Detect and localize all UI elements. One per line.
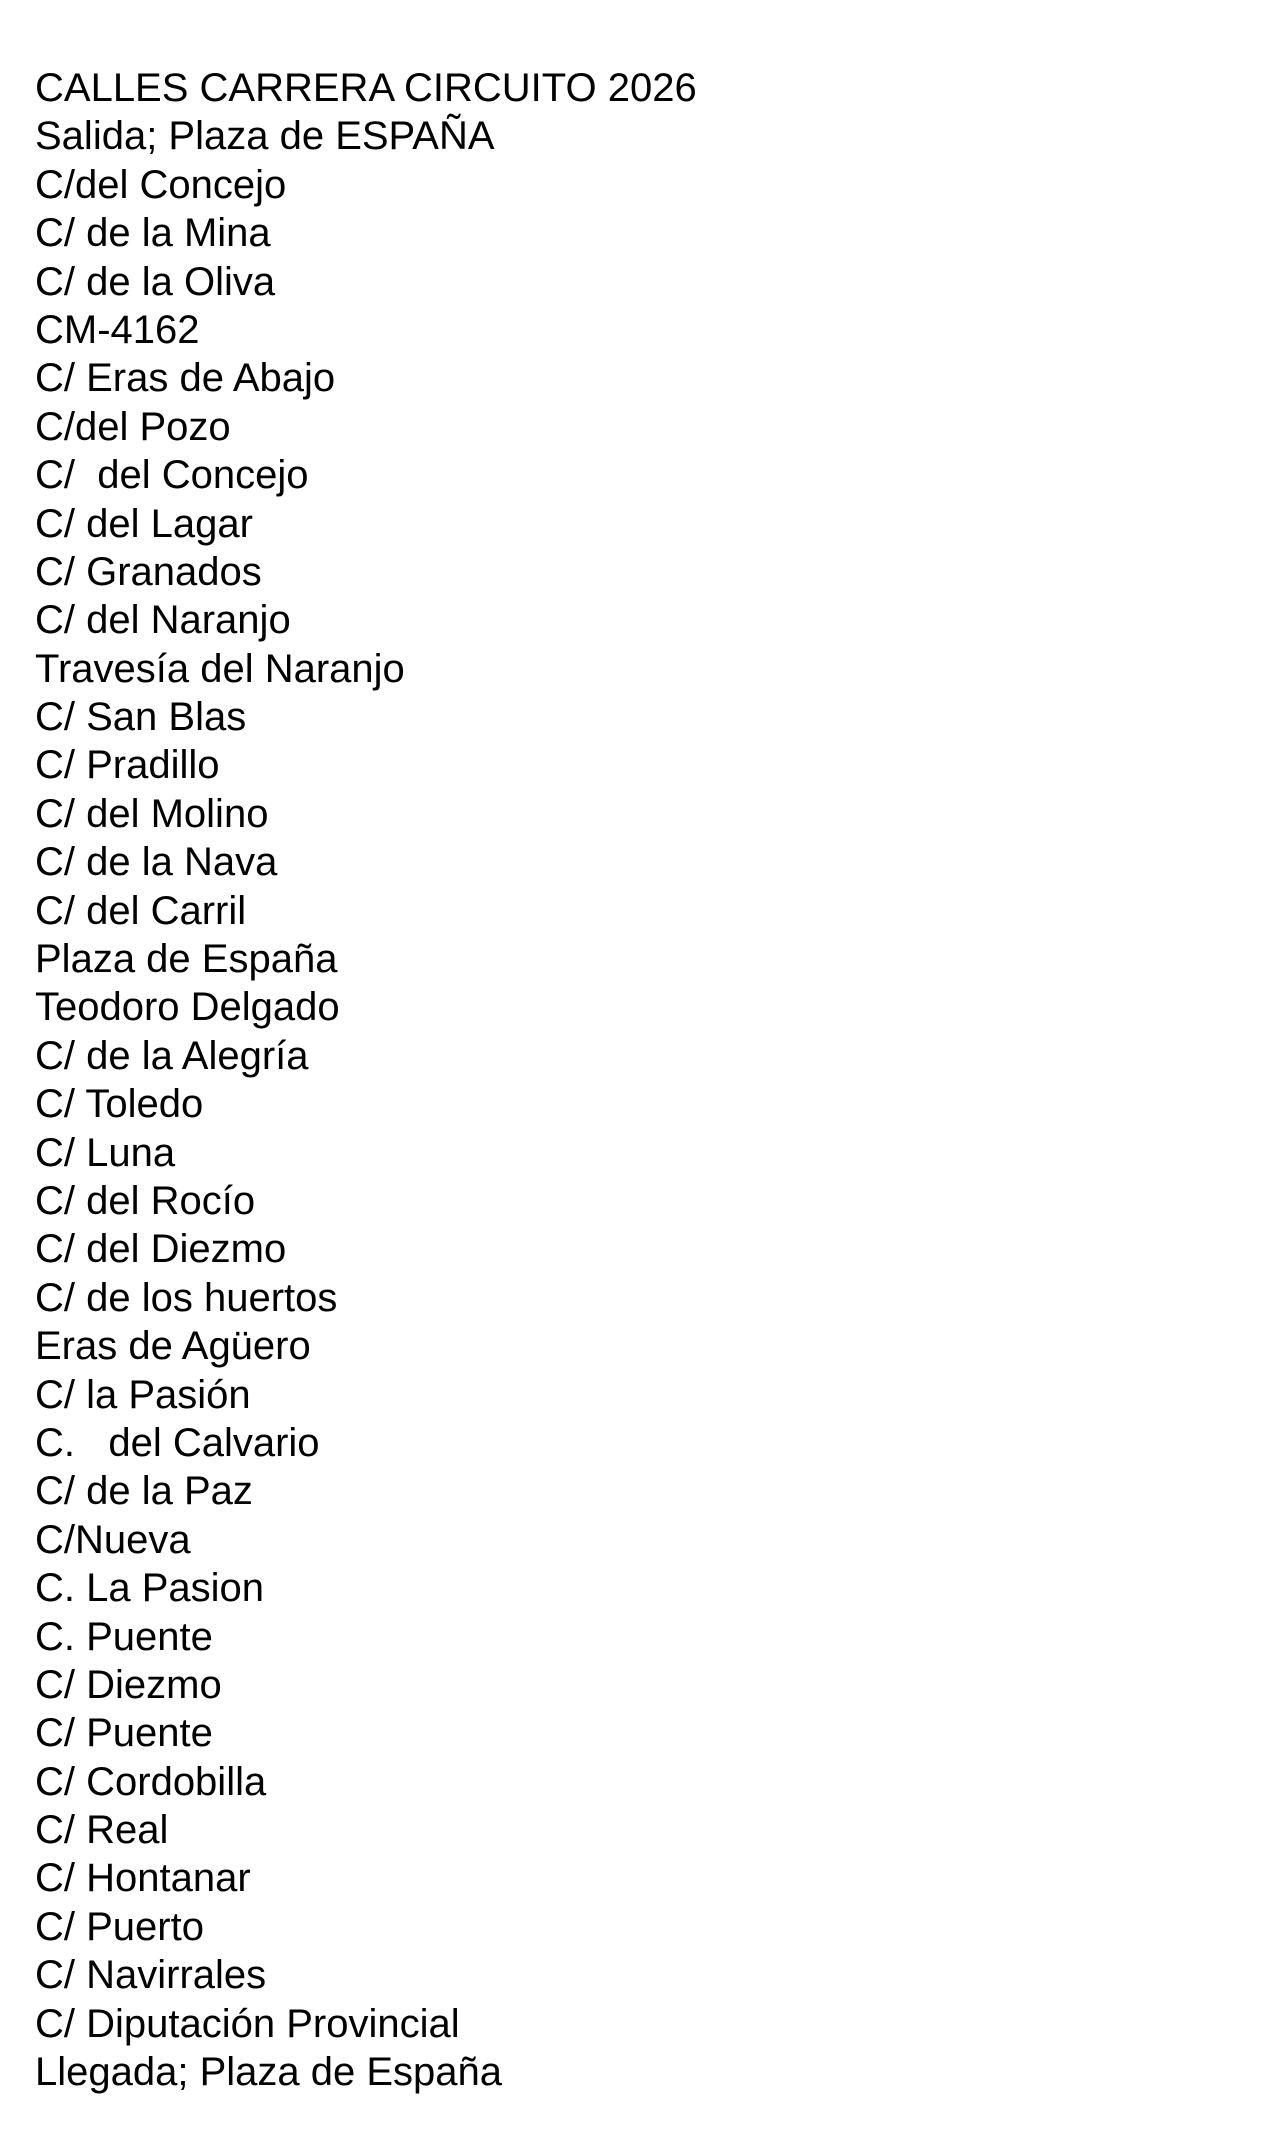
street-line: C/ Diezmo bbox=[35, 1662, 222, 1707]
street-line: C/ de la Oliva bbox=[35, 259, 276, 304]
street-line: C/ Eras de Abajo bbox=[35, 356, 336, 401]
street-line: Plaza de España bbox=[35, 937, 338, 982]
street-line: C/ de la Nava bbox=[35, 840, 278, 885]
street-line: C/ del Concejo bbox=[35, 453, 309, 498]
start-line: Salida; Plaza de ESPAÑA bbox=[35, 114, 495, 159]
street-line: C/ del Rocío bbox=[35, 1178, 256, 1223]
street-line: C/ la Pasión bbox=[35, 1372, 251, 1417]
street-line: C/ de la Alegría bbox=[35, 1033, 309, 1078]
street-line: C/ Real bbox=[35, 1808, 169, 1853]
street-line: C/ Granados bbox=[35, 549, 262, 594]
street-line: Travesía del Naranjo bbox=[35, 646, 405, 691]
street-line: C/ del Carril bbox=[35, 888, 247, 933]
street-line: C/ Hontanar bbox=[35, 1856, 251, 1901]
street-line: Eras de Agüero bbox=[35, 1324, 311, 1369]
street-line: C/ del Molino bbox=[35, 791, 269, 836]
street-line: Teodoro Delgado bbox=[35, 985, 340, 1030]
street-line: C. La Pasion bbox=[35, 1566, 265, 1611]
street-line: C/del Concejo bbox=[35, 162, 287, 207]
street-line: C/ San Blas bbox=[35, 695, 247, 740]
street-line: C/ de los huertos bbox=[35, 1275, 338, 1320]
street-line: C/ de la Paz bbox=[35, 1469, 253, 1514]
street-list bbox=[35, 64, 697, 2096]
street-line: C/ Cordobilla bbox=[35, 1759, 267, 1804]
finish-line: Llegada; Plaza de España bbox=[35, 2050, 503, 2095]
street-line: C/ Pradillo bbox=[35, 743, 220, 788]
street-line: C. del Calvario bbox=[35, 1420, 320, 1465]
street-line: C/del Pozo bbox=[35, 404, 231, 449]
street-line: C/ Puente bbox=[35, 1711, 213, 1756]
street-line: C/ Diputación Provincial bbox=[35, 2001, 460, 2046]
street-line: C/ Puerto bbox=[35, 1904, 204, 1949]
street-line: C/ del Diezmo bbox=[35, 1227, 287, 1272]
street-line: C/Nueva bbox=[35, 1517, 191, 1562]
street-line: C/ Toledo bbox=[35, 1082, 204, 1127]
street-line: C/ del Naranjo bbox=[35, 598, 291, 643]
street-line: CM-4162 bbox=[35, 307, 200, 352]
street-line: C/ del Lagar bbox=[35, 501, 253, 546]
street-line: C/ Luna bbox=[35, 1130, 176, 1175]
street-line: C/ Navirrales bbox=[35, 1953, 267, 1998]
street-line: C/ de la Mina bbox=[35, 211, 271, 256]
document-title: CALLES CARRERA CIRCUITO 2026 bbox=[35, 66, 697, 110]
street-line: C. Puente bbox=[35, 1614, 213, 1659]
